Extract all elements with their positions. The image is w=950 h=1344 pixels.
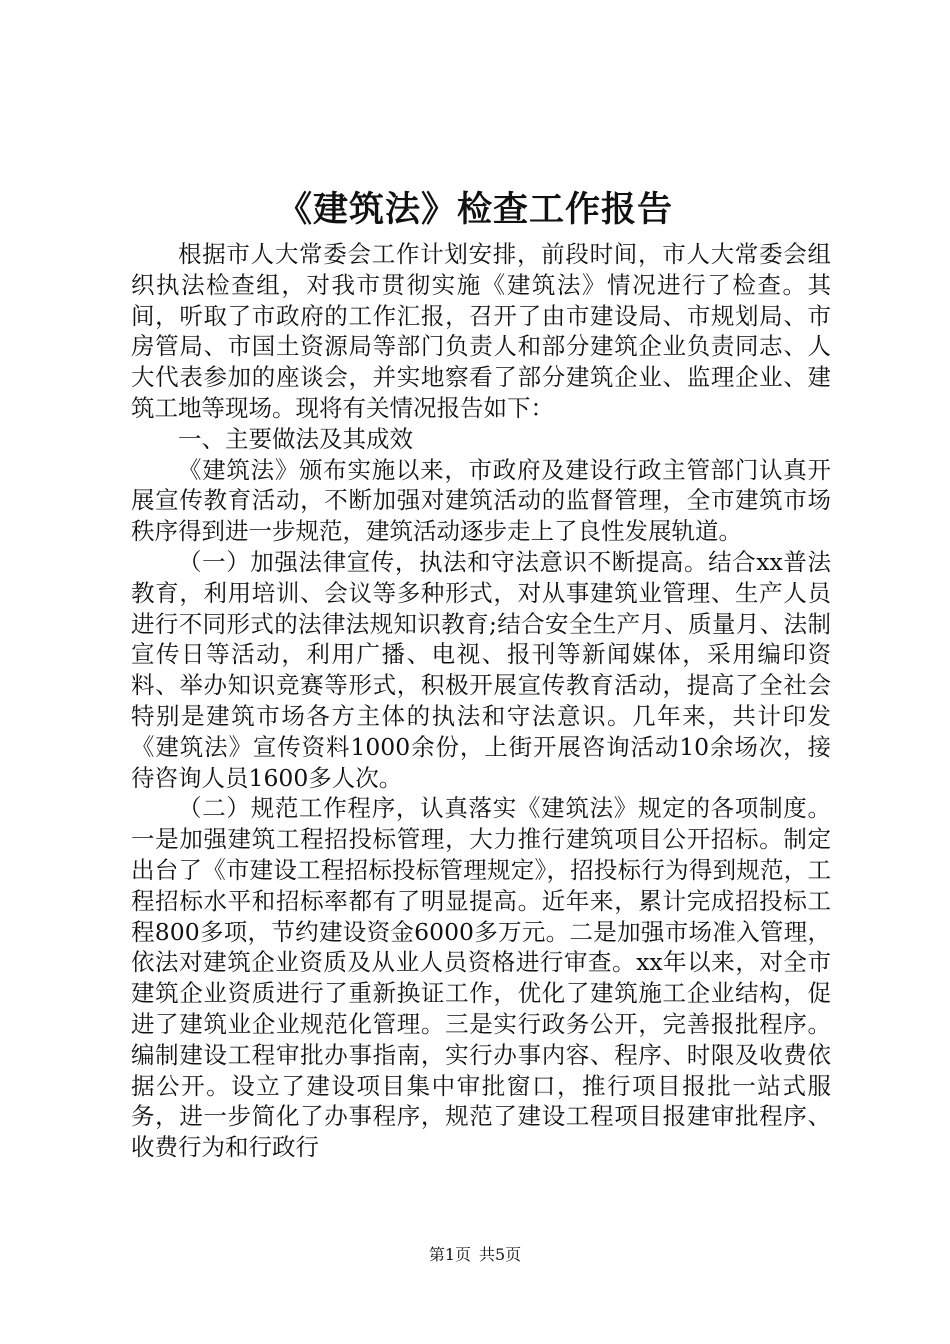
page-footer: [0, 1244, 950, 1266]
paragraph-intro: 根据市人大常委会工作计划安排，前段时间，市人大常委会组织执法检查组，对我市贯彻实施《建筑法》情况进行了检查。其间，听取了市政府的工作汇报，召开了由市建设局、市规划局、市房管局、市国土资源局等部门负责人和部分建筑企业负责同志、人大代表参加的座谈会，并实地察看了部分建筑企业、监理企业、建筑工地等现场。现将有关情况报告如下：: [131, 240, 831, 422]
section-heading: 一、主要做法及其成效: [178, 424, 413, 453]
paragraph-overview: 《建筑法》颁布实施以来，市政府及建设行政主管部门认真开展宣传教育活动，不断加强对建筑活动的监督管理，全市建筑市场秩序得到进一步规范，建筑活动逐步走上了良性发展轨道。: [131, 455, 831, 546]
page-number: 第1页: [428, 1245, 471, 1264]
document-body: [131, 239, 831, 1163]
page-total: 共5页: [479, 1245, 522, 1264]
paragraph-item-2: （二）规范工作程序，认真落实《建筑法》规定的各项制度。一是加强建筑工程招投标管理，大力推行建筑项目公开招标。制定出台了《市建设工程招标投标管理规定》，招投标行为得到规范，工程招标水平和招标率都有了明显提高。近年来，累计完成招投标工程800多项，节约建设资金6000多万元。二是加强市场准入管理，依法对建筑企业资质及从业人员资格进行审查。xx年以来，对全市建筑企业资质进行了重新换证工作，优化了建筑施工企业结构，促进了建筑业企业规范化管理。三是实行政务公开，完善报批程序。编制建设工程审批办事指南，实行办事内容、程序、时限及收费依据公开。设立了建设项目集中审批窗口，推行项目报批一站式服务，进一步简化了办事程序，规范了建设工程项目报建审批程序、收费行为和行政行: [131, 794, 831, 1162]
document-title: 《建筑法》检查工作报告: [276, 189, 673, 230]
paragraph-item-1: （一）加强法律宣传，执法和守法意识不断提高。结合xx普法教育，利用培训、会议等多种形式，对从事建筑业管理、生产人员进行不同形式的法律法规知识教育;结合安全生产月、质量月、法制宣传日等活动，利用广播、电视、报刊等新闻媒体，采用编印资料、举办知识竞赛等形式，积极开展宣传教育活动，提高了全社会特别是建筑市场各方主体的执法和守法意识。几年来，共计印发《建筑法》宣传资料1000余份，上街开展咨询活动10余场次，接待咨询人员1600多人次。: [131, 547, 831, 792]
